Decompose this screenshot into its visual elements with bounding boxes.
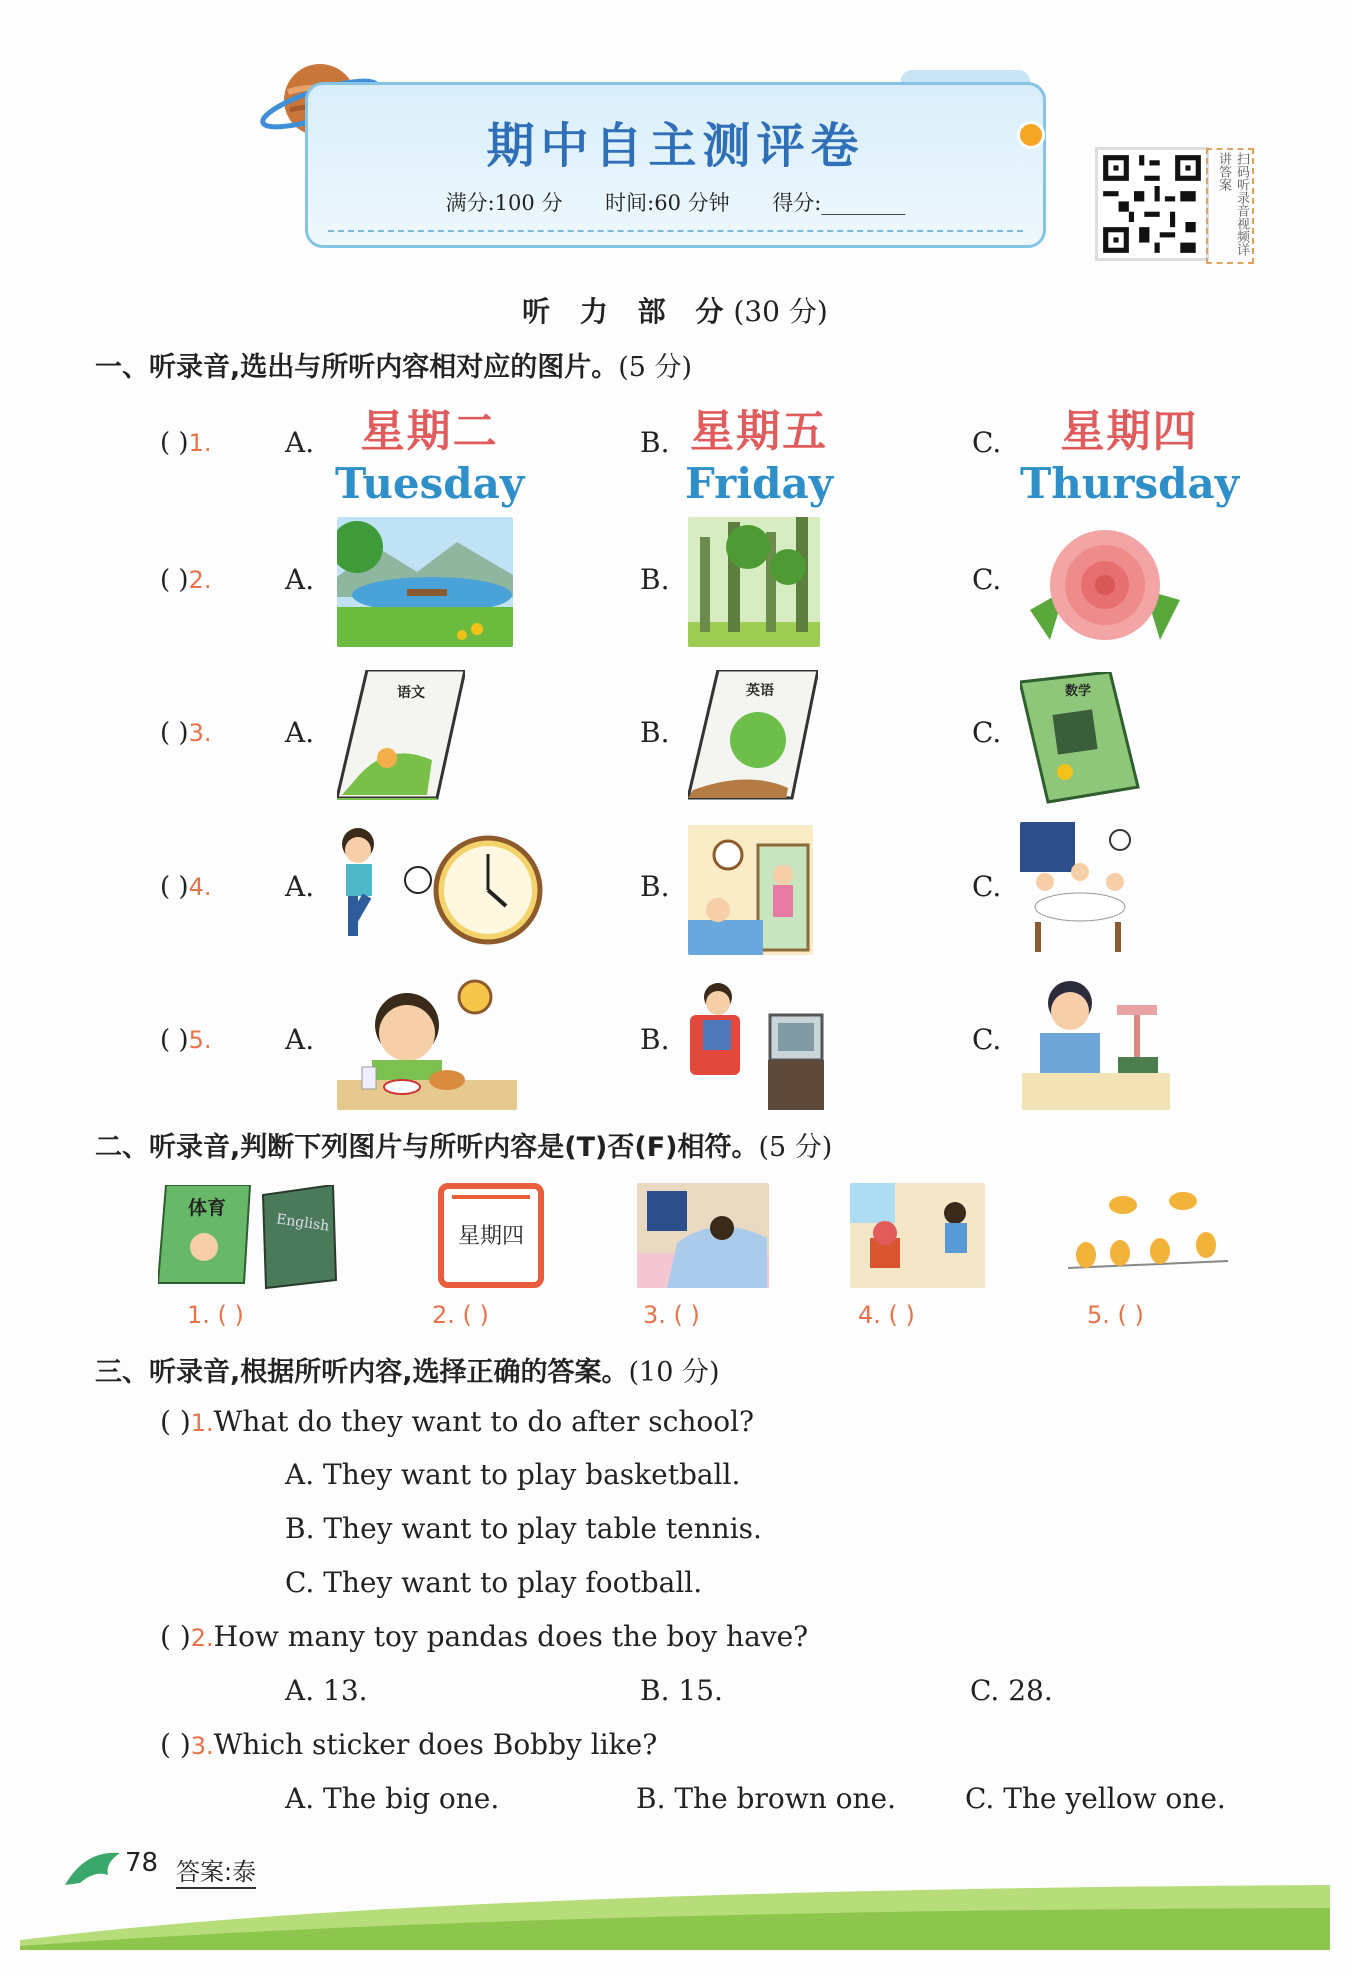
option-b-label: B. [640, 716, 670, 749]
answer-paren[interactable]: ( )1. [160, 428, 212, 458]
answer-paren[interactable]: ( ) [160, 1620, 191, 1653]
option-c-label: C. [972, 1023, 1002, 1056]
listening-section-title: 听 力 部 分(30 分) [522, 295, 828, 328]
option-a-label: A. [285, 1023, 315, 1056]
option-a-label: A. [285, 716, 315, 749]
part2-heading: 二、听录音,判断下列图片与所听内容是(T)否(F)相符。(5 分) [95, 1132, 833, 1163]
option-a-label: A. [285, 870, 315, 903]
peony-flower-picture[interactable] [1020, 520, 1190, 650]
math-book[interactable]: 数学 [1020, 672, 1140, 804]
option-b[interactable]: B. The brown one. [636, 1782, 896, 1815]
option-b[interactable]: B. They want to play table tennis. [285, 1512, 762, 1545]
option-c[interactable]: C. The yellow one. [965, 1782, 1226, 1815]
boy-homework-picture[interactable] [1022, 975, 1170, 1110]
full-score: 满分:100 分 [445, 191, 563, 215]
question-2: ( )2.How many toy pandas does the boy have? [160, 1620, 809, 1653]
option-b-label: B. [640, 426, 670, 459]
answer-paren[interactable]: ( ) [160, 1728, 191, 1761]
tf-answer-2[interactable]: 2. ( ) [432, 1301, 489, 1329]
option-c-label: C. [972, 716, 1002, 749]
day-card-a[interactable]: 星期二 Tuesday [335, 406, 525, 508]
tf-answer-1[interactable]: 1. ( ) [187, 1301, 244, 1329]
tf-answer-3[interactable]: 3. ( ) [643, 1301, 700, 1329]
option-b-label: B. [640, 1023, 670, 1056]
qr-caption: 扫码听录音视频详讲答案 [1206, 148, 1254, 264]
exam-title: 期中自主测评卷 [486, 118, 865, 174]
option-c[interactable]: C. They want to play football. [285, 1566, 703, 1599]
footer-wave [20, 1880, 1330, 1950]
part1-heading: 一、听录音,选出与所听内容相对应的图片。(5 分) [95, 352, 693, 383]
tf-answer-5[interactable]: 5. ( ) [1087, 1301, 1144, 1329]
kids-flowers-picture[interactable] [850, 1183, 985, 1288]
option-a[interactable]: A. 13. [285, 1674, 368, 1707]
chinese-book[interactable]: 语文 [337, 670, 465, 800]
answer-paren[interactable]: ( )4. [160, 872, 212, 902]
boy-football-clock-picture[interactable] [330, 822, 545, 957]
option-c-label: C. [972, 563, 1002, 596]
family-dinner-picture[interactable] [1020, 822, 1140, 957]
option-c[interactable]: C. 28. [970, 1674, 1053, 1707]
banner-dot [1017, 121, 1045, 149]
forest-picture[interactable] [688, 517, 820, 647]
option-c-label: C. [972, 426, 1002, 459]
option-c-label: C. [972, 870, 1002, 903]
day-card-c[interactable]: 星期四 Thursday [1020, 406, 1240, 508]
option-b-label: B. [640, 870, 670, 903]
qr-code-icon[interactable] [1095, 147, 1209, 261]
answer-key: 答案:泰 [176, 1852, 256, 1889]
pe-english-books-picture[interactable]: 体育 English [158, 1185, 338, 1290]
title-banner [305, 82, 1046, 248]
banner-divider [328, 230, 1023, 232]
question-1: ( )1.What do they want to do after school? [160, 1405, 755, 1438]
day-card-b[interactable]: 星期五 Friday [685, 406, 834, 508]
exam-info [308, 187, 1043, 217]
wake-up-picture[interactable] [688, 825, 813, 955]
lake-picture[interactable] [337, 517, 513, 647]
birds-picture[interactable] [1068, 1183, 1228, 1293]
option-b[interactable]: B. 15. [640, 1674, 723, 1707]
answer-paren[interactable]: ( )3. [160, 718, 212, 748]
boy-breakfast-picture[interactable] [337, 975, 517, 1110]
option-a-label: A. [285, 426, 315, 459]
option-a[interactable]: A. The big one. [285, 1782, 500, 1815]
sleeping-picture[interactable] [637, 1183, 769, 1288]
score-field[interactable]: 得分:________ [772, 191, 906, 215]
page-number: 78 [125, 1848, 159, 1878]
option-a[interactable]: A. They want to play basketball. [285, 1458, 741, 1491]
part3-heading: 三、听录音,根据所听内容,选择正确的答案。(10 分) [95, 1357, 720, 1388]
tf-answer-4[interactable]: 4. ( ) [858, 1301, 915, 1329]
option-b-label: B. [640, 563, 670, 596]
answer-paren[interactable]: ( ) [160, 1405, 191, 1438]
answer-paren[interactable]: ( )5. [160, 1025, 212, 1055]
question-3: ( )3.Which sticker does Bobby like? [160, 1728, 658, 1761]
option-a-label: A. [285, 563, 315, 596]
time-limit: 时间:60 分钟 [605, 191, 730, 215]
english-book[interactable]: 英语 [688, 670, 818, 800]
answer-paren[interactable]: ( )2. [160, 565, 212, 595]
boy-watching-tv-picture[interactable] [688, 975, 828, 1110]
calendar-picture[interactable]: 星期四 [438, 1183, 544, 1288]
